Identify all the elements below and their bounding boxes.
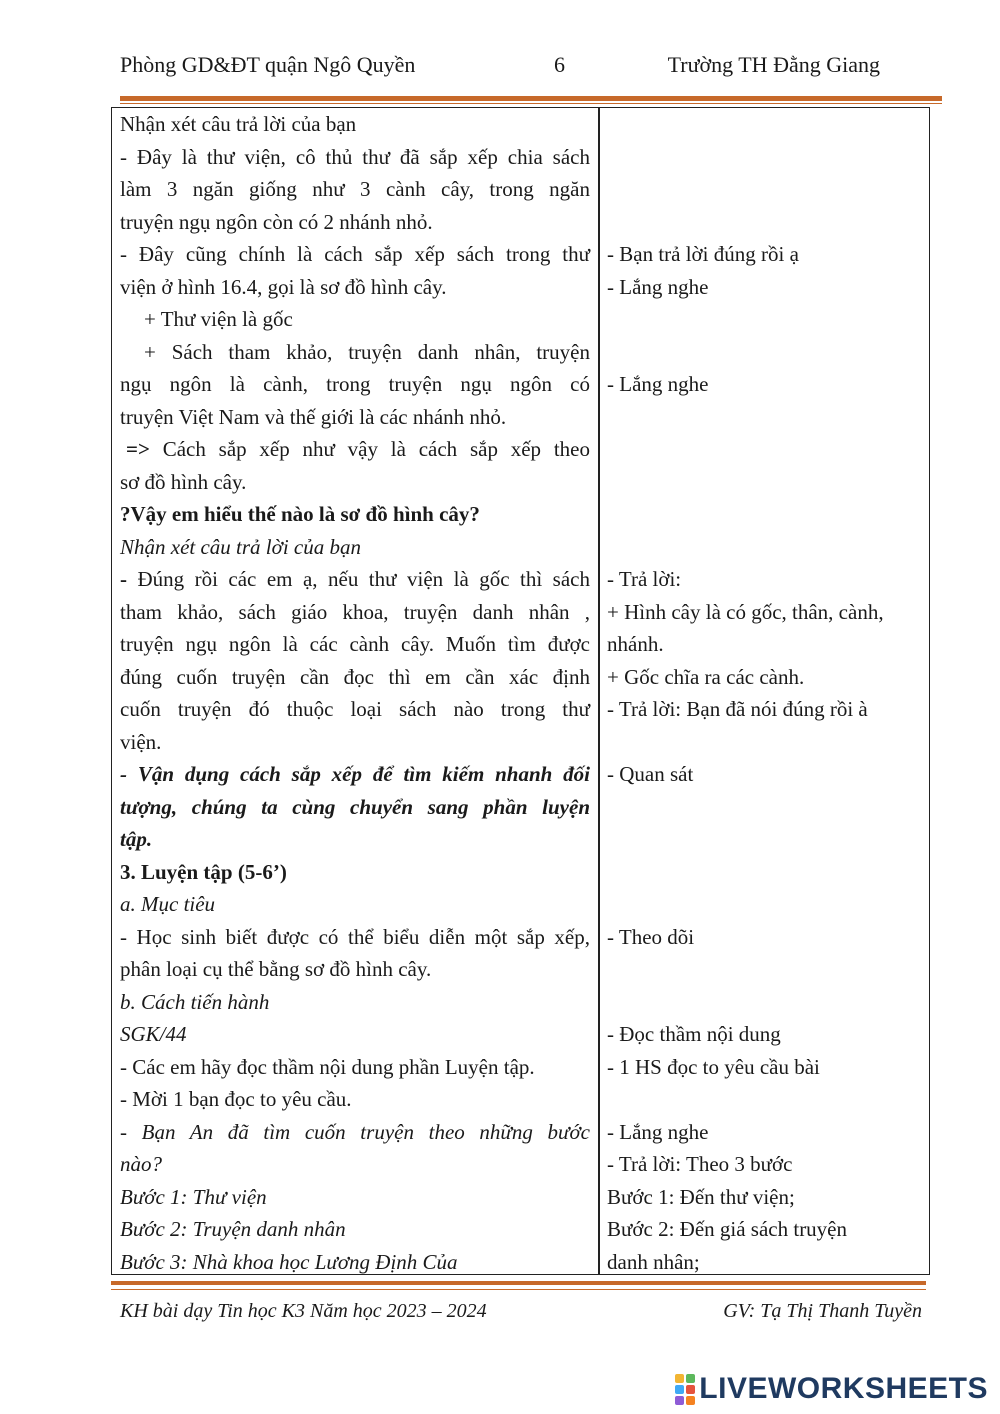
student-line: - Lắng nghe: [607, 1119, 709, 1144]
teacher-line: cuốn truyện đó thuộc loại sách nào trong thư: [120, 697, 590, 721]
logo-square: [675, 1385, 684, 1394]
teacher-line: sơ đồ hình cây.: [120, 469, 247, 494]
teacher-line: viện ở hình 16.4, gọi là sơ đồ hình cây.: [120, 274, 447, 299]
student-line: Bước 2: Đến giá sách truyện: [607, 1217, 848, 1241]
student-line-empty: [607, 303, 923, 336]
teacher-activities-column: [120, 108, 590, 1278]
student-line-empty: [607, 173, 923, 206]
teacher-line: phân loại cụ thể bằng sơ đồ hình cây.: [120, 957, 432, 981]
header-department: Phòng GD&ĐT quận Ngô Quyền: [120, 52, 416, 77]
liveworksheets-brand: [675, 1372, 988, 1406]
student-line: - Đọc thầm nội dung: [607, 1022, 781, 1046]
footer-teacher: GV: Tạ Thị Thanh Tuyền: [723, 1300, 922, 1322]
student-line: danh nhân;: [607, 1249, 700, 1274]
teacher-line: tham khảo, sách giáo khoa, truyện danh nhân ,: [120, 599, 590, 624]
teacher-line: ngụ ngôn là cành, trong truyện ngụ ngôn có: [120, 372, 590, 396]
teacher-line: + Thư viện là gốc: [144, 307, 293, 331]
teacher-line: Nhận xét câu trả lời của bạn: [120, 112, 357, 136]
student-line: + Gốc chĩa ra các cành.: [607, 664, 805, 689]
student-line: - Lắng nghe: [607, 372, 709, 396]
teacher-line: - Đây là thư viện, cô thủ thư đã sắp xếp chia sách: [120, 144, 590, 169]
student-line: Bước 1: Đến thư viện;: [607, 1184, 795, 1209]
teacher-line: Nhận xét câu trả lời của bạn: [120, 534, 362, 559]
brand-name: LIVEWORKSHEETS: [699, 1372, 988, 1405]
student-line: + Hình cây là có gốc, thân, cành,: [607, 599, 884, 624]
student-line-empty: [607, 466, 923, 499]
teacher-line: Bước 3: Nhà khoa học Lương Định Của: [120, 1249, 458, 1274]
teacher-line: - Đây cũng chính là cách sắp xếp sách trong thư: [120, 242, 590, 266]
student-line: - Theo dõi: [607, 924, 695, 949]
teacher-line: tượng, chúng ta cùng chuyển sang phần luyện: [120, 794, 590, 819]
student-line-empty: [607, 206, 923, 239]
student-line-empty: [607, 791, 923, 824]
student-line-empty: [607, 823, 923, 856]
logo-square: [686, 1374, 695, 1383]
student-line: - Trả lời: Theo 3 bước: [607, 1152, 793, 1176]
footer-rule: [111, 1281, 926, 1285]
teacher-line: b. Cách tiến hành: [120, 989, 270, 1014]
logo-square: [675, 1396, 684, 1405]
logo-square: [686, 1396, 695, 1405]
teacher-line: ?Vậy em hiểu thế nào là sơ đồ hình cây?: [120, 502, 480, 526]
logo-square: [675, 1374, 684, 1383]
footer-rule-thin: [111, 1289, 926, 1290]
header-rule-thin: [120, 103, 942, 104]
teacher-line: làm 3 ngăn giống như 3 cành cây, trong ngăn: [120, 177, 590, 201]
teacher-line: - Các em hãy đọc thầm nội dung phần Luyện tập.: [120, 1054, 535, 1079]
teacher-line: truyện ngụ ngôn còn có 2 nhánh nhỏ.: [120, 209, 433, 234]
teacher-line: - Mời 1 bạn đọc to yêu cầu.: [120, 1087, 352, 1111]
student-line: - Quan sát: [607, 762, 694, 786]
teacher-line: - Đúng rồi các em ạ, nếu thư viện là gốc thì sách: [120, 567, 590, 591]
lesson-table: [111, 107, 930, 1275]
teacher-line: truyện ngụ ngôn là các cành cây. Muốn tìm được: [120, 632, 590, 656]
student-line-empty: [607, 953, 923, 986]
teacher-line: SGK/44: [120, 1022, 187, 1046]
teacher-line: => Cách sắp xếp như vậy là cách sắp xếp theo: [126, 437, 590, 461]
student-activities-column: [607, 108, 923, 1278]
teacher-line: - Học sinh biết được có thể biểu diễn một sắp xếp,: [120, 924, 590, 949]
teacher-line: truyện Việt Nam và thế giới là các nhánh nhỏ.: [120, 404, 507, 429]
column-divider: [598, 108, 600, 1274]
student-line-empty: [607, 1083, 923, 1116]
teacher-line: Bước 2: Truyện danh nhân: [120, 1217, 346, 1241]
student-line-empty: [607, 433, 923, 466]
student-line-empty: [607, 141, 923, 174]
student-line: - Trả lời:: [607, 567, 682, 591]
teacher-line: a. Mục tiêu: [120, 892, 216, 916]
teacher-line: - Bạn An đã tìm cuốn truyện theo những bước: [120, 1119, 590, 1144]
student-line: - 1 HS đọc to yêu cầu bài: [607, 1054, 820, 1079]
teacher-line: đúng cuốn truyện cần đọc thì em cần xác định: [120, 664, 590, 689]
student-line-empty: [607, 531, 923, 564]
header-school: Trường TH Đằng Giang: [667, 52, 880, 77]
teacher-line: + Sách tham khảo, truyện danh nhân, truyện: [144, 339, 590, 364]
student-line-empty: [607, 401, 923, 434]
teacher-line: tập.: [120, 827, 153, 851]
teacher-line: - Vận dụng cách sắp xếp để tìm kiếm nhanh đối: [120, 762, 590, 786]
student-line: - Bạn trả lời đúng rồi ạ: [607, 242, 799, 266]
student-line-empty: [607, 498, 923, 531]
student-line: - Lắng nghe: [607, 274, 709, 299]
student-line-empty: [607, 986, 923, 1019]
student-line-empty: [607, 726, 923, 759]
student-line: - Trả lời: Bạn đã nói đúng rồi à: [607, 697, 868, 721]
student-line-empty: [607, 108, 923, 141]
teacher-line: 3. Luyện tập (5-6’): [120, 859, 287, 884]
teacher-line: viện.: [120, 729, 162, 754]
header-rule: [120, 96, 942, 101]
page-number: 6: [554, 52, 565, 77]
footer-lesson-plan: KH bài dạy Tin học K3 Năm học 2023 – 2024: [120, 1300, 487, 1322]
student-line: nhánh.: [607, 632, 664, 656]
logo-square: [686, 1385, 695, 1394]
student-line-empty: [607, 336, 923, 369]
liveworksheets-logo-icon: [675, 1374, 695, 1405]
page-header: [120, 52, 880, 84]
teacher-line: Bước 1: Thư viện: [120, 1184, 267, 1209]
teacher-line: nào?: [120, 1152, 162, 1176]
student-line-empty: [607, 856, 923, 889]
student-line-empty: [607, 888, 923, 921]
